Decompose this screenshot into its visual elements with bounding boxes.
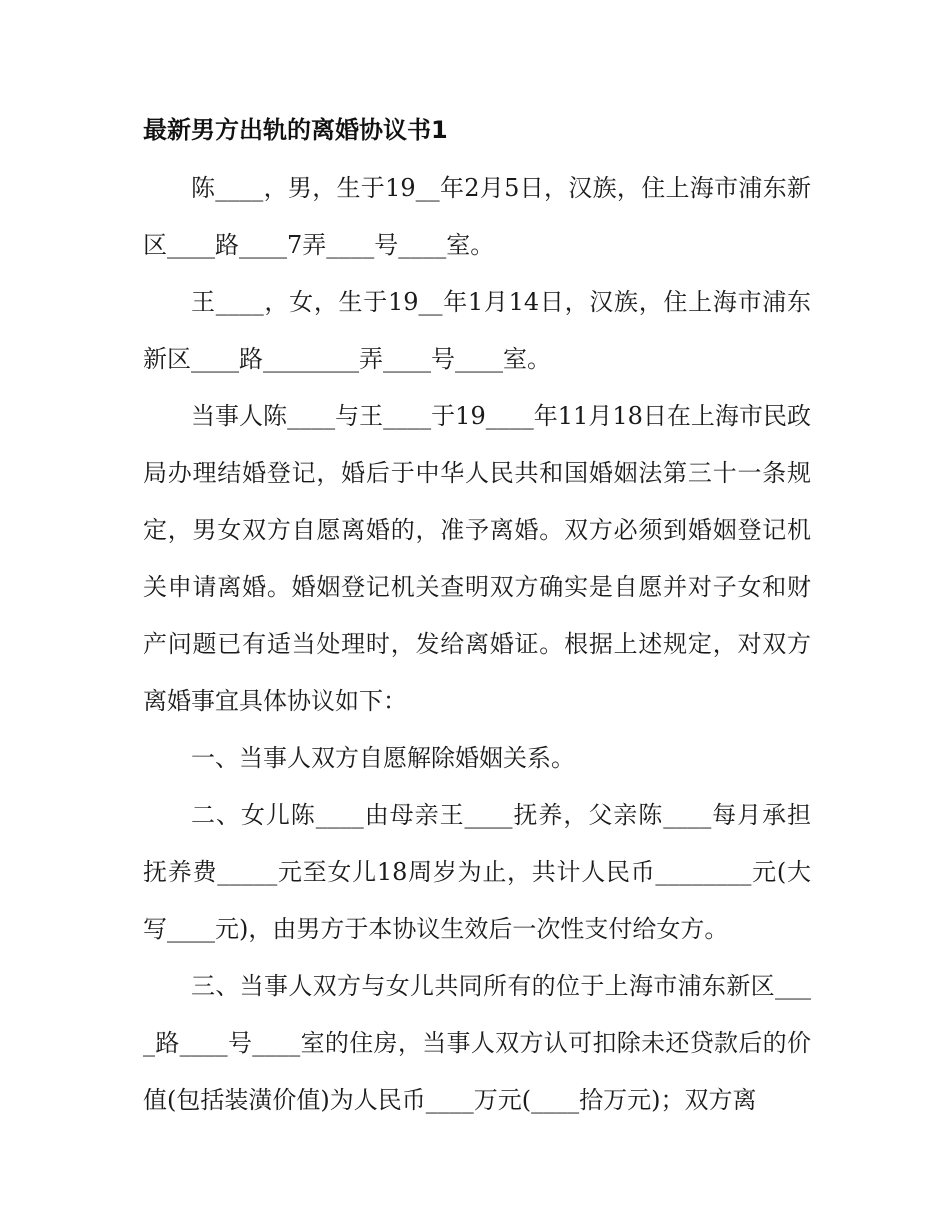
paragraph-party-female: 王____，女，生于19__年1月14日，汉族，住上海市浦东新区____路________弄____号____室。 xyxy=(143,288,811,373)
document-title: 最新男方出轨的离婚协议书1 xyxy=(143,116,448,144)
document-body xyxy=(143,160,811,1129)
paragraph-clause-1: 一、当事人双方自愿解除婚姻关系。 xyxy=(191,744,575,772)
paragraph-party-male: 陈____，男，生于19__年2月5日，汉族，住上海市浦东新区____路____7弄____号____室。 xyxy=(143,174,811,259)
paragraph-clause-2: 二、女儿陈____由母亲王____抚养，父亲陈____每月承担抚养费_____元至女儿18周岁为止，共计人民币________元(大写____元)，由男方于本协议生效后一次性支付给女方。 xyxy=(143,801,811,943)
paragraph-marriage-background: 当事人陈____与王____于19____年11月18日在上海市民政局办理结婚登记，婚后于中华人民共和国婚姻法第三十一条规定，男女双方自愿离婚的，准予离婚。双方必须到婚姻登记机关申请离婚。婚姻登记机关查明双方确实是自愿并对子女和财产问题已有适当处理时，发给离婚证。根据上述规定，对双方离婚事宜具体协议如下： xyxy=(143,402,811,715)
paragraph-clause-3: 三、当事人双方与女儿共同所有的位于上海市浦东新区____路____号____室的住房，当事人双方认可扣除未还贷款后的价值(包括装潢价值)为人民币____万元(____拾万元)；双方离 xyxy=(143,972,811,1114)
